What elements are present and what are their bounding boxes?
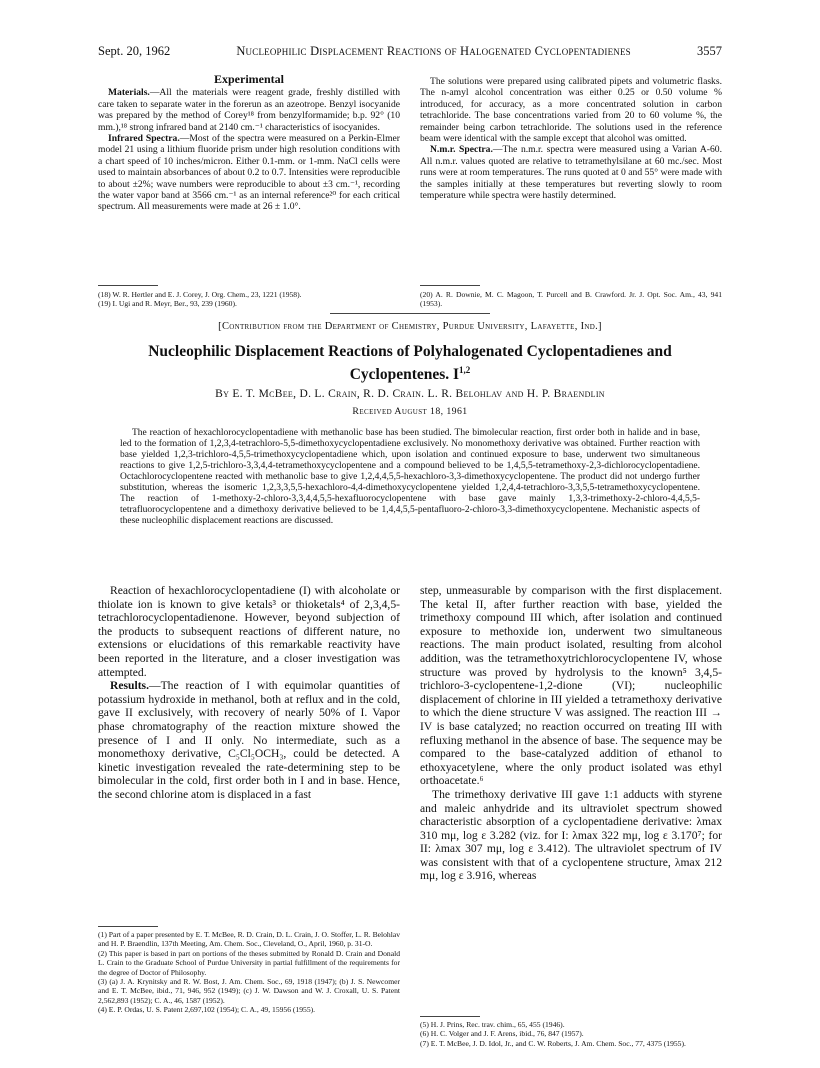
experimental-left-column — [98, 74, 400, 213]
body-right-column — [420, 584, 722, 883]
footnote-7: (7) E. T. McBee, J. D. Idol, Jr., and C. W. Roberts, J. Am. Chem. Soc., 77, 4375 (1955). — [420, 1038, 686, 1048]
author-line: By E. T. McBee, D. L. Crain, R. D. Crain. L. R. Belohlav and H. P. Braendlin — [215, 388, 605, 400]
experimental-footnotes-left — [98, 290, 400, 309]
continuation-paragraph: step, unmeasurable by comparison with the first displacement. The ketal II, after further reaction with base, yielded the trimethoxy compound III which, after isolation and continued exposure to methoxide ion, underwent two simultaneous reactions. The main product isolated, resulting from alcohol addition, was the tetramethoxytrichlorocyclopentene IV, whose structure was proved by hydrolysis to the known⁵ 3,4,5-trichloro-3-cyclopentene-1,2-dione (VI); nucleophilic displacement of chlorine in III yielded a tetramethoxy derivative to which the diene structure V was assigned. The reaction III → IV is base catalyzed; no reaction occurred on treating III with refluxing methanol in the absence of base. The sequence may be compared to the base-catalyzed addition of ethanol to ethoxyacetylene, where the only product isolated was ethyl orthoacetate.⁶ — [420, 584, 722, 788]
contribution-line: [Contribution from the Department of Chemistry, Purdue University, Lafayette, Ind.] — [218, 321, 602, 332]
footnote-18: (18) W. R. Hertler and E. J. Corey, J. Org. Chem., 23, 1221 (1958). — [98, 290, 302, 299]
infrared-heading: Infrared Spectra. — [108, 133, 180, 145]
footnote-5: (5) H. J. Prins, Rec. trav. chim., 65, 455 (1946). — [420, 1020, 565, 1029]
experimental-right-column — [420, 76, 722, 201]
section-divider — [330, 313, 490, 314]
footnote-4: (4) E. P. Ordas, U. S. Patent 2,697,102 (1954); C. A., 49, 15956 (1955). — [98, 1005, 316, 1015]
experimental-footnotes-right — [420, 290, 722, 309]
header-title: Nucleophilic Displacement Reactions of Halogenated Cyclopentadienes — [236, 44, 631, 58]
footnote-19: (19) I. Ugi and R. Meyr, Ber., 93, 239 (1960). — [98, 299, 237, 309]
running-header — [98, 44, 722, 62]
footnote-1: (1) Part of a paper presented by E. T. McBee, R. D. Crain, D. L. Crain, J. O. Stoffer, L. R. Belohlav and H. P. Braendlin, 137th Meeting, Am. Chem. Soc., Cleveland, O., April, 1960, p. 31-O. — [98, 930, 400, 949]
body-footnote-rule-left — [98, 926, 158, 927]
footnote-rule-right — [420, 285, 480, 286]
article-title — [112, 343, 708, 384]
body-footnote-rule-right — [420, 1016, 480, 1017]
solutions-paragraph: The solutions were prepared using calibrated pipets and volumetric flasks. The n-amyl alcohol concentration was either 0.25 or 0.50 volume % introduced, for accuracy, as a more concentrated solution in carbon tetrachloride. The base concentrations varied from 20 to 60 volume %, the remainder being carbon tetrachloride. The solutions used in the reference beam were identical with the sample except that alcohol was omitted. — [420, 76, 722, 145]
header-date: Sept. 20, 1962 — [98, 44, 171, 58]
spectra-paragraph: The trimethoxy derivative III gave 1:1 adducts with styrene and maleic anhydride and its ultraviolet spectrum showed characteristic absorption of a cyclopentadiene derivative: λmax 310 mμ, log ε 3.282 (viz. for I: λmax 322 mμ, log ε 3.170⁷; for II: λmax 307 mμ, log ε 3.412). The ultraviolet spectrum of IV was consistent with that of a cyclopentene structure, λmax 212 mμ, log ε 3.916, whereas — [420, 787, 722, 883]
footnote-2: (2) This paper is based in part on portions of the theses submitted by Ronald D. Crain and Donald L. Crain to the Graduate School of Purdue University in partial fulfillment of the requirements for the degree of Doctor of Philosophy. — [98, 948, 400, 977]
body-left-column — [98, 584, 400, 802]
nmr-heading: N.m.r. Spectra. — [430, 144, 493, 156]
nmr-text: —The n.m.r. spectra were measured using a Varian A-60. All n.m.r. values quoted are relative to tetramethylsilane at 60 mc./sec. Most runs were at room temperatures. The runs quoted at 0 and 55° were made with the samples initially at these temperatures but reverting slowly to room temperature while spectra were hastily determined. — [420, 144, 722, 202]
body-footnotes-right — [420, 1020, 722, 1048]
results-heading: Results. — [110, 679, 149, 693]
results-paragraph — [98, 679, 400, 801]
intro-paragraph: Reaction of hexachlorocyclopentadiene (I) with alcoholate or thiolate ion is known to give ketals³ or thioketals⁴ of 2,3,4,5-tetrachlorocyclopentadienone. However, beyond subjection of the products to subsequent reactions of different nature, no extensions or elucidations of this remarkable reactivity have been reported in the literature, and a closer investigation was attempted. — [98, 584, 400, 679]
results-text: —The reaction of I with equimolar quantities of potassium hydroxide in methanol, both at reflux and in the cold, gave II exclusively, with recovery of nearly 50% of I. Vapor phase chromatography of the reaction mixture showed the presence of I and II only. No intermediate, such as a monomethoxy derivative, C₅Cl₅OCH₃, could be detected. A kinetic investigation revealed the rate-determining step to be bimolecular in the cold, first order both in I and in base. Hence, the second chlorine atom is displaced in a fast — [98, 679, 400, 801]
materials-paragraph — [98, 87, 400, 133]
footnote-rule-left — [98, 285, 158, 286]
footnote-3: (3) (a) J. A. Krynitsky and R. W. Bost, J. Am. Chem. Soc., 69, 1918 (1947); (b) J. S. Newcomer and E. T. McBee, ibid., 71, 946, 952 (1949); (c) J. W. Dawson and W. J. Croxall, U. S. Patent 2,562,893 (1952); C. A., 46, 1587 (1952). — [98, 977, 400, 1005]
materials-heading: Materials. — [108, 87, 150, 99]
experimental-heading: Experimental — [214, 72, 284, 86]
page-number: 3557 — [696, 44, 722, 58]
body-footnotes-left — [98, 930, 400, 1015]
infrared-text: —Most of the spectra were measured on a Perkin-Elmer model 21 using a lithium fluoride prism under high resolution conditions with a chart speed of 10 inches/micron. Either 0.1-mm. or 1-mm. NaCl cells were used to maintain absorbances of about 0.2 to 0.7. Intensities were reproducible to about ±2%; wave numbers were reproducible to about ±3 cm.⁻¹, recording the water vapor band at 3566 cm.⁻¹ as an internal reference²⁰ for each critical spectrum. All measurements were made at 26 ± 1.0°. — [98, 133, 400, 213]
materials-text: —All the materials were reagent grade, freshly distilled with care taken to separate water in the forerun as an azeotrope. Benzyl isocyanide was prepared by the method of Corey¹⁸ from benzylformamide; b.p. 92° (10 mm.),¹⁸ strong infrared band at 2140 cm.⁻¹ characteristics of isocyanides. — [98, 87, 400, 133]
nmr-paragraph — [420, 144, 722, 201]
footnote-6: (6) H. C. Volger and J. F. Arens, ibid., 76, 847 (1957). — [420, 1029, 584, 1039]
footnote-20: (20) A. R. Downie, M. C. Magoon, T. Purcell and B. Crawford. Jr. J. Opt. Soc. Am., 43, 941 (1953). — [420, 290, 722, 309]
received-date: Received August 18, 1961 — [352, 406, 468, 417]
abstract: The reaction of hexachlorocyclopentadiene with methanolic base has been studied. The bimolecular reaction, first order both in halide and in base, led to the formation of 1,2,3,4-tetrachloro-5,5-dimethoxycyclopentadiene exclusively. No monomethoxy derivative was obtained. Further reaction with base yielded 1,2,3-trichloro-4,5,5-trimethoxycyclopentadiene which, upon isolation and continued exposure to base, underwent two simultaneous reactions to give 1,2,5-trichloro-3,3,4,4-tetramethoxycyclopentene and a compound believed to be 1,4,5,5-tetramethoxy-2,3-dichlorocyclopentadiene. Octachlorocyclopentene reacted with methanolic base to give 1,2,4,4,5,5-hexachloro-3,3-dimethoxycyclopentene. The product did not undergo further substitution, whereas the isomeric 1,2,3,3,5,5-hexachloro-4,4-dimethoxycyclopentene yielded 1,2,4,4-tetrachloro-3,3,5,5-tetramethoxycyclopentene. The reaction of 1-methoxy-2-chloro-3,3,4,4,5,5-hexafluorocyclopentene with base gave mainly 1,3,3-trimethoxy-2-chloro-4,4,5,5-tetrafluorocyclopentene and a dimethoxy derivative believed to be 1,4,4,5,5-pentafluoro-2-chloro-3,3-dimethoxycyclopentene. Mechanistic aspects of these nucleophilic displacement reactions are discussed. — [120, 428, 700, 526]
infrared-paragraph — [98, 133, 400, 213]
title-footnote-ref: 1,2 — [459, 365, 471, 375]
article-title-text: Nucleophilic Displacement Reactions of Polyhalogenated Cyclopentadienes and Cyclopentenes. I — [148, 343, 672, 384]
